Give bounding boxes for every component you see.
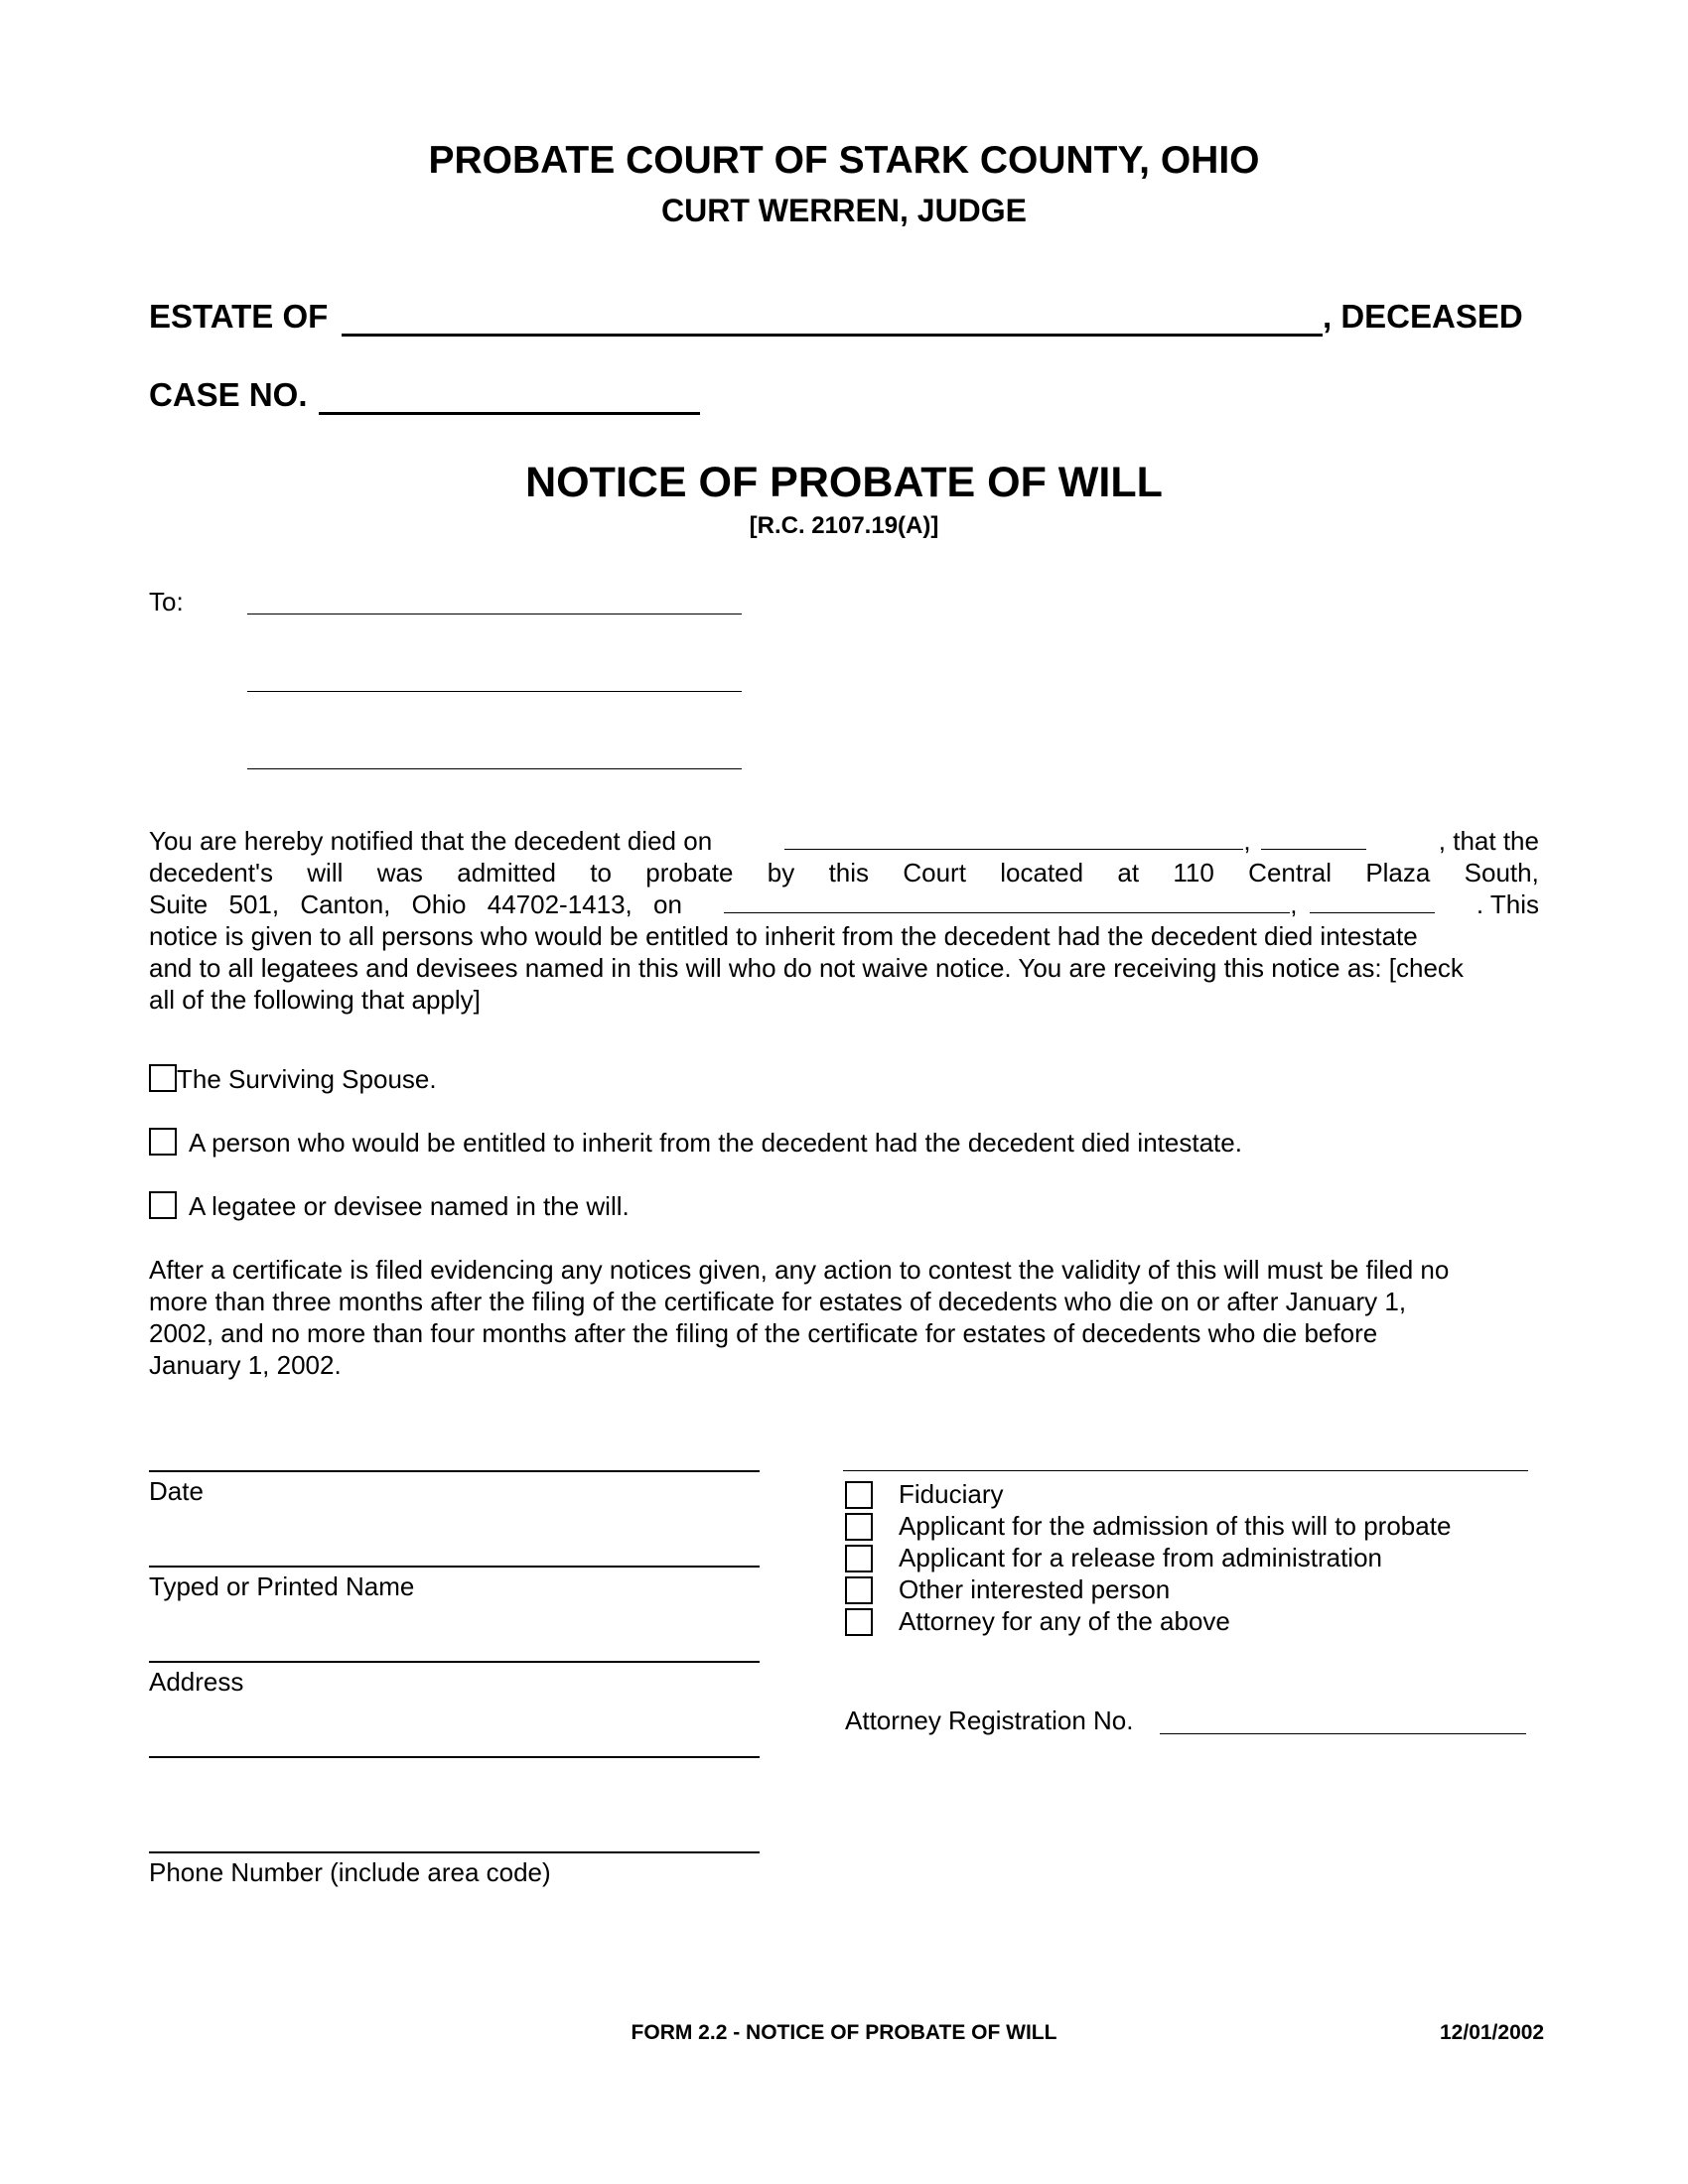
address-label: Address bbox=[149, 1667, 244, 1697]
applicant-admission-label: Applicant for the admission of this will to probate bbox=[899, 1511, 1452, 1541]
fiduciary-label: Fiduciary bbox=[899, 1479, 1004, 1509]
word: by bbox=[767, 858, 795, 887]
estate-name-field[interactable] bbox=[342, 302, 1323, 337]
word: 110 bbox=[1173, 858, 1214, 887]
attorney-label: Attorney for any of the above bbox=[899, 1606, 1230, 1636]
word: located bbox=[1000, 858, 1084, 887]
case-number-field[interactable] bbox=[319, 380, 700, 415]
deceased-label: , DECEASED bbox=[1323, 298, 1523, 335]
recipient-line-1[interactable] bbox=[247, 588, 742, 614]
notice-text-that-the: , that the bbox=[1438, 826, 1539, 856]
date-of-death-field[interactable] bbox=[784, 825, 1243, 850]
word: South, bbox=[1464, 858, 1539, 887]
word: Court bbox=[903, 858, 966, 887]
recipient-line-3[interactable] bbox=[247, 743, 742, 769]
notice-line-2 bbox=[149, 857, 1539, 888]
date-signature-line[interactable] bbox=[149, 1470, 760, 1472]
printed-name-label: Typed or Printed Name bbox=[149, 1571, 415, 1601]
probate-year-field[interactable] bbox=[1310, 888, 1435, 913]
notice-text-this: . This bbox=[1476, 889, 1539, 919]
form-title: NOTICE OF PROBATE OF WILL bbox=[525, 459, 1163, 506]
probate-date-comma: , bbox=[1290, 889, 1298, 919]
word: was bbox=[376, 858, 423, 887]
other-interested-checkbox[interactable] bbox=[845, 1576, 873, 1604]
legatee-checkbox[interactable] bbox=[149, 1191, 177, 1219]
word: at bbox=[1117, 858, 1140, 887]
applicant-release-label: Applicant for a release from administration bbox=[899, 1543, 1383, 1572]
death-year-field[interactable] bbox=[1261, 825, 1366, 850]
word: probate bbox=[645, 858, 734, 887]
to-label: To: bbox=[149, 587, 184, 616]
phone-label: Phone Number (include area code) bbox=[149, 1857, 551, 1887]
applicant-admission-checkbox[interactable] bbox=[845, 1513, 873, 1541]
probate-date-field[interactable] bbox=[724, 888, 1290, 913]
date-label: Date bbox=[149, 1476, 204, 1506]
notice-text-address: Suite 501, Canton, Ohio 44702-1413, on bbox=[149, 889, 682, 919]
judge-name: CURT WERREN, JUDGE bbox=[660, 193, 1027, 228]
word: Plaza bbox=[1365, 858, 1431, 887]
word: decedent's bbox=[149, 858, 273, 887]
estate-label: ESTATE OF bbox=[149, 298, 329, 335]
notice-line-4: notice is given to all persons who would be entitled to inherit from the decedent had the decedent died intestate bbox=[149, 921, 1418, 951]
intestate-heir-label: A person who would be entitled to inherit from the decedent had the decedent died intestate. bbox=[189, 1128, 1242, 1158]
signature-line[interactable] bbox=[843, 1470, 1528, 1471]
notice-text-died-on: You are hereby notified that the decedent died on bbox=[149, 826, 713, 856]
surviving-spouse-checkbox[interactable] bbox=[149, 1064, 177, 1092]
printed-name-line[interactable] bbox=[149, 1566, 760, 1568]
contest-line-3: 2002, and no more than four months after the filing of the certificate for estates of decedents who die before bbox=[149, 1318, 1378, 1348]
contest-line-4: January 1, 2002. bbox=[149, 1350, 342, 1380]
contest-line-1: After a certificate is filed evidencing any notices given, any action to contest the validity of this will must be filed no bbox=[149, 1255, 1450, 1285]
notice-line-6: all of the following that apply] bbox=[149, 985, 481, 1015]
word: to bbox=[590, 858, 612, 887]
court-name: PROBATE COURT OF STARK COUNTY, OHIO bbox=[428, 139, 1260, 182]
notice-line-5: and to all legatees and devisees named in this will who do not waive notice. You are receiving this notice as: [check bbox=[149, 953, 1464, 983]
footer-form-date: 12/01/2002 bbox=[1440, 2021, 1545, 2044]
recipient-line-2[interactable] bbox=[247, 665, 742, 692]
footer-form-name: FORM 2.2 - NOTICE OF PROBATE OF WILL bbox=[631, 2021, 1057, 2044]
attorney-registration-label: Attorney Registration No. bbox=[845, 1706, 1134, 1735]
contest-line-2: more than three months after the filing of the certificate for estates of decedents who die on or after January 1, bbox=[149, 1287, 1407, 1316]
statute-reference: [R.C. 2107.19(A)] bbox=[749, 512, 939, 539]
case-number-label: CASE NO. bbox=[149, 376, 308, 413]
address-line[interactable] bbox=[149, 1661, 760, 1663]
word: this bbox=[828, 858, 870, 887]
legatee-label: A legatee or devisee named in the will. bbox=[189, 1191, 630, 1221]
fiduciary-checkbox[interactable] bbox=[845, 1481, 873, 1509]
attorney-checkbox[interactable] bbox=[845, 1608, 873, 1636]
applicant-release-checkbox[interactable] bbox=[845, 1545, 873, 1572]
surviving-spouse-label: The Surviving Spouse. bbox=[177, 1064, 437, 1094]
notice-line-1 bbox=[149, 825, 1539, 857]
intestate-heir-checkbox[interactable] bbox=[149, 1128, 177, 1156]
word: admitted bbox=[457, 858, 556, 887]
notice-line-3 bbox=[149, 888, 1539, 920]
phone-line[interactable] bbox=[149, 1851, 760, 1853]
other-interested-label: Other interested person bbox=[899, 1574, 1171, 1604]
death-date-comma: , bbox=[1243, 826, 1251, 856]
word: will bbox=[307, 858, 344, 887]
word: Central bbox=[1248, 858, 1332, 887]
address-line-2[interactable] bbox=[149, 1756, 760, 1758]
attorney-registration-field[interactable] bbox=[1160, 1707, 1526, 1734]
